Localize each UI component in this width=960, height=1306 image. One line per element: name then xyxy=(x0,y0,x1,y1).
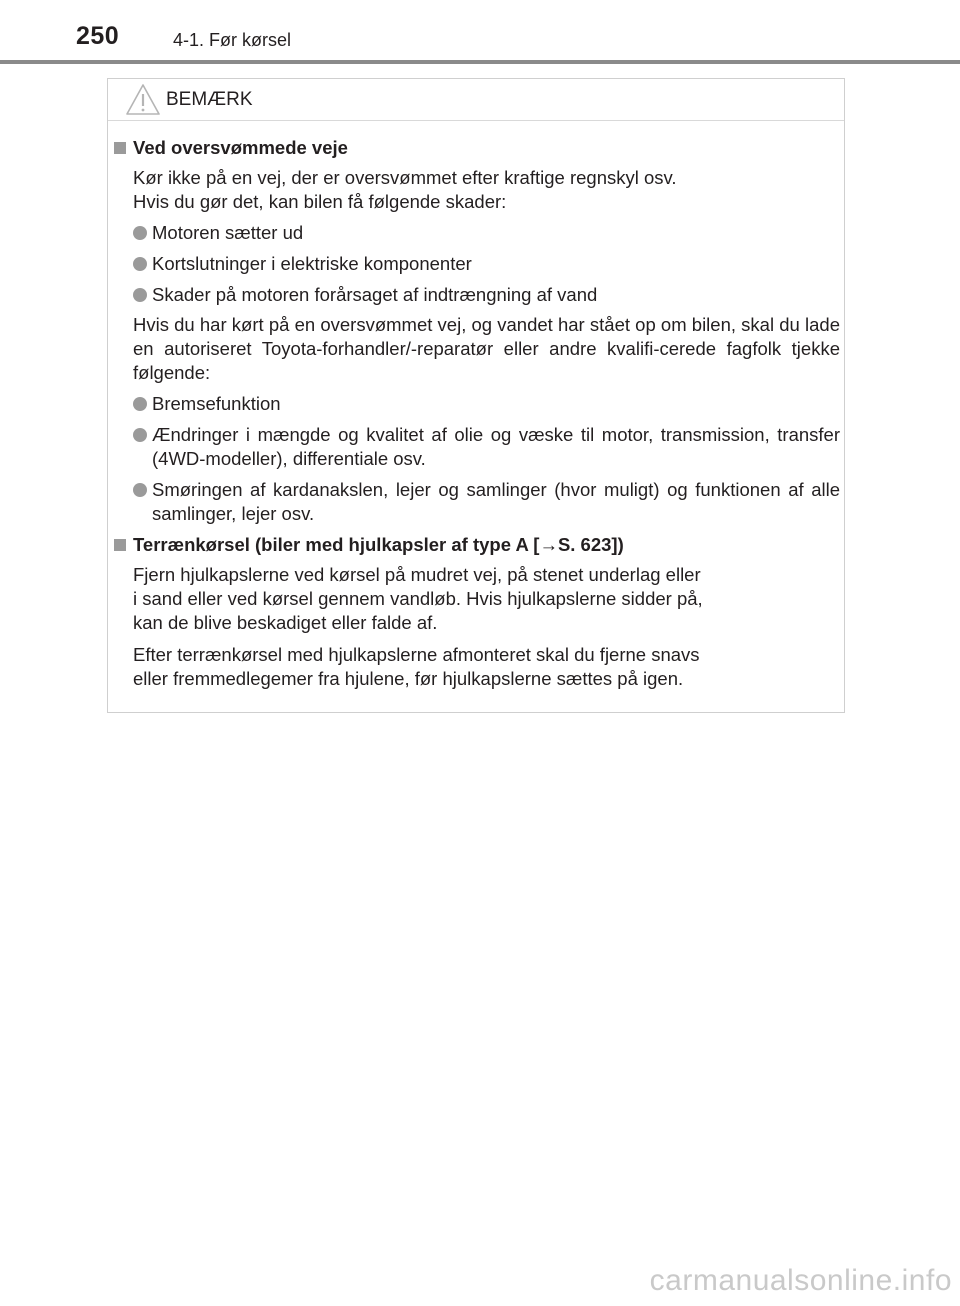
section-heading-flooded xyxy=(113,136,840,160)
watermark: carmanualsonline.info xyxy=(649,1264,952,1297)
section-title: 4-1. Før kørsel xyxy=(173,30,292,50)
round-bullet-icon xyxy=(133,257,147,271)
section-heading-offroad xyxy=(113,533,840,557)
round-bullet-icon xyxy=(133,226,147,240)
heading-text: Terrænkørsel (biler med hjulkapsler af type A [ xyxy=(133,534,540,555)
paragraph-line: Efter terrænkørsel med hjulkapslerne afmonteret skal du fjerne snavs xyxy=(133,644,700,665)
page-reference-link[interactable]: S. 623]) xyxy=(557,534,624,555)
list-item-text: Ændringer i mængde og kvalitet af olie og væske til motor, transmission, transfer (4WD-modeller), differentiale osv. xyxy=(152,424,840,469)
list-item-text: Bremsefunktion xyxy=(152,393,281,414)
paragraph-line: Fjern hjulkapslerne ved kørsel på mudret vej, på stenet underlag eller xyxy=(133,564,701,585)
check-intro: Hvis du har kørt på en oversvømmet vej, og vandet har stået op om bilen, skal du lade en autoriseret Toyota-forhandler/-reparatør eller andre kvalifi-cerede fagfolk tjekke følgende: xyxy=(133,314,840,383)
square-bullet-icon xyxy=(114,539,126,551)
list-item xyxy=(133,423,840,471)
list-item-text: Skader på motoren forårsaget af indtrængning af vand xyxy=(152,284,598,305)
header-divider xyxy=(0,60,960,64)
square-bullet-icon xyxy=(114,142,126,154)
warning-triangle-icon xyxy=(125,83,161,116)
flooded-intro xyxy=(133,166,840,214)
round-bullet-icon xyxy=(133,483,147,497)
round-bullet-icon xyxy=(133,288,147,302)
intro-line: Hvis du gør det, kan bilen få følgende skader: xyxy=(133,191,507,212)
notice-header xyxy=(108,79,844,121)
list-item-text: Smøringen af kardanakslen, lejer og samlinger (hvor muligt) og funktionen af alle samlinger, lejer osv. xyxy=(152,479,840,524)
notice-label: BEMÆRK xyxy=(166,89,253,110)
list-item xyxy=(133,283,840,307)
list-item xyxy=(133,392,840,416)
intro-line: Kør ikke på en vej, der er oversvømmet efter kraftige regnskyl osv. xyxy=(133,167,677,188)
offroad-paragraph xyxy=(133,643,840,691)
paragraph-line: i sand eller ved kørsel gennem vandløb. Hvis hjulkapslerne sidder på, xyxy=(133,588,703,609)
list-item-text: Motoren sætter ud xyxy=(152,222,304,243)
list-item xyxy=(133,221,840,245)
round-bullet-icon xyxy=(133,428,147,442)
offroad-paragraph xyxy=(133,563,840,635)
paragraph-line: kan de blive beskadiget eller falde af. xyxy=(133,612,438,633)
arrow-right-icon: → xyxy=(539,534,558,555)
paragraph-line: eller fremmedlegemer fra hjulene, før hjulkapslerne sættes på igen. xyxy=(133,668,684,689)
list-item-text: Kortslutninger i elektriske komponenter xyxy=(152,253,472,274)
page-number: 250 xyxy=(76,22,120,50)
notice-content xyxy=(113,136,840,691)
page-header xyxy=(0,0,960,62)
heading-text: Ved oversvømmede veje xyxy=(133,137,348,158)
round-bullet-icon xyxy=(133,397,147,411)
list-item xyxy=(133,478,840,526)
list-item xyxy=(133,252,840,276)
